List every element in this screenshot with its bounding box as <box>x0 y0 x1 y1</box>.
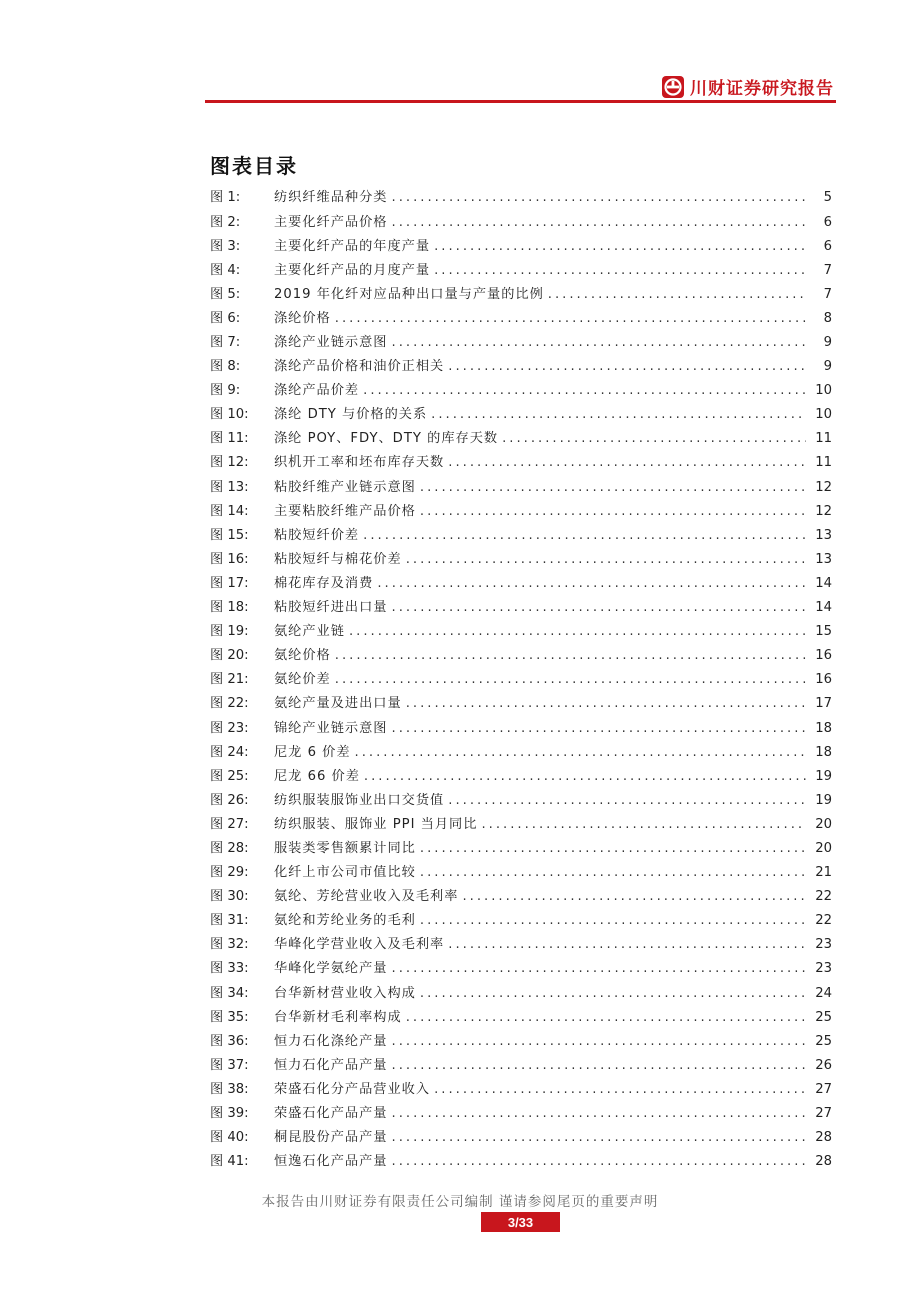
toc-entry[interactable] <box>210 1126 832 1150</box>
toc-entry-page: 23 <box>815 961 832 977</box>
toc-entry[interactable] <box>210 1029 832 1053</box>
toc-entry-label: 图 24: <box>210 744 249 760</box>
toc-dot-leader <box>335 649 806 662</box>
toc-entry-label: 图 28: <box>210 840 249 856</box>
toc-entry-title[interactable]: 纺织服装服饰业出口交货值 <box>274 792 445 808</box>
toc-entry[interactable] <box>210 186 832 210</box>
toc-entry[interactable] <box>210 668 832 692</box>
toc-entry-title[interactable]: 化纤上市公司市值比较 <box>274 865 416 881</box>
toc-entry-title[interactable]: 恒逸石化产品产量 <box>274 1154 388 1170</box>
toc-entry[interactable] <box>210 282 832 306</box>
toc-dot-leader <box>364 770 806 783</box>
toc-dot-leader <box>448 938 806 951</box>
toc-entry-title[interactable]: 涤纶产品价格和油价正相关 <box>274 359 445 375</box>
toc-entry-label: 图 36: <box>210 1033 249 1049</box>
toc-dot-leader <box>420 914 806 927</box>
toc-entry-label: 图 30: <box>210 889 249 905</box>
toc-entry-page: 5 <box>823 190 832 206</box>
toc-entry[interactable] <box>210 547 832 571</box>
toc-entry-title[interactable]: 华峰化学氨纶产量 <box>274 961 388 977</box>
toc-dot-leader <box>448 456 806 469</box>
toc-dot-leader <box>420 866 806 879</box>
toc-entry[interactable] <box>210 909 832 933</box>
toc-dot-leader <box>392 1131 807 1144</box>
toc-entry[interactable] <box>210 451 832 475</box>
toc-entry-label: 图 29: <box>210 865 249 881</box>
toc-entry[interactable] <box>210 957 832 981</box>
chuancai-logo-icon <box>662 76 684 98</box>
toc-dot-leader <box>406 697 806 710</box>
toc-dot-leader <box>335 673 806 686</box>
toc-entry[interactable] <box>210 499 832 523</box>
toc-entry-label: 图 23: <box>210 720 249 736</box>
toc-dot-leader <box>431 408 806 421</box>
toc-entry-page: 27 <box>815 1081 832 1097</box>
toc-entry-page: 9 <box>823 359 832 375</box>
toc-dot-leader <box>392 1059 807 1072</box>
header-rule <box>205 100 836 103</box>
toc-entry-title[interactable]: 涤纶 POY、FDY、DTY 的库存天数 <box>274 431 499 447</box>
toc-entry-page: 12 <box>815 479 832 495</box>
toc-entry-label: 图 33: <box>210 961 249 977</box>
toc-entry[interactable] <box>210 1005 832 1029</box>
toc-entry-label: 图 27: <box>210 816 249 832</box>
toc-entry-title[interactable]: 华峰化学营业收入及毛利率 <box>274 937 445 953</box>
toc-entry-title[interactable]: 粘胶短纤价差 <box>274 527 360 543</box>
toc-dot-leader <box>377 577 806 590</box>
toc-entry-title[interactable]: 服装类零售额累计同比 <box>274 840 416 856</box>
toc-entry-title[interactable]: 粘胶纤维产业链示意图 <box>274 479 416 495</box>
toc-entry-page: 6 <box>823 214 832 230</box>
toc-entry[interactable] <box>210 331 832 355</box>
toc-dot-leader <box>420 987 806 1000</box>
toc-entry-title[interactable]: 织机开工率和坯布库存天数 <box>274 455 445 471</box>
toc-dot-leader <box>392 336 807 349</box>
toc-entry-title[interactable]: 主要粘胶纤维产品价格 <box>274 503 416 519</box>
toc-dot-leader <box>434 264 806 277</box>
toc-entry[interactable] <box>210 355 832 379</box>
toc-entry-page: 24 <box>815 985 832 1001</box>
toc-entry-title[interactable]: 氨纶、芳纶营业收入及毛利率 <box>274 889 459 905</box>
toc-entry-page: 23 <box>815 937 832 953</box>
toc-dot-leader <box>448 794 806 807</box>
toc-entry-title[interactable]: 台华新材毛利率构成 <box>274 1009 402 1025</box>
toc-entry-page: 18 <box>815 744 832 760</box>
toc-entry-page: 12 <box>815 503 832 519</box>
toc-entry-title[interactable]: 涤纶 DTY 与价格的关系 <box>274 407 428 423</box>
toc-entry[interactable] <box>210 427 832 451</box>
toc-entry-page: 19 <box>815 792 832 808</box>
toc-entry-title[interactable]: 涤纶产品价差 <box>274 383 360 399</box>
toc-entry-page: 22 <box>815 913 832 929</box>
toc-entry-page: 13 <box>815 527 832 543</box>
toc-entry-title[interactable]: 涤纶价格 <box>274 310 331 326</box>
toc-entry-title[interactable]: 恒力石化产品产量 <box>274 1057 388 1073</box>
toc-entry-page: 13 <box>815 551 832 567</box>
toc-entry[interactable] <box>210 1150 832 1174</box>
toc-entry-title[interactable]: 粘胶短纤与棉花价差 <box>274 551 402 567</box>
toc-entry[interactable] <box>210 764 832 788</box>
toc-entry[interactable] <box>210 788 832 812</box>
toc-entry-title[interactable]: 尼龙 6 价差 <box>274 744 351 760</box>
toc-entry[interactable] <box>210 379 832 403</box>
toc-dot-leader <box>392 1107 807 1120</box>
page-number-badge: 3/33 <box>481 1212 560 1232</box>
toc-dot-leader <box>392 962 807 975</box>
toc-dot-leader <box>420 842 806 855</box>
toc-entry-page: 7 <box>823 286 832 302</box>
toc-entry-page: 7 <box>823 262 832 278</box>
toc-entry-label: 图 32: <box>210 937 249 953</box>
toc-entry-label: 图 6: <box>210 310 241 326</box>
toc-entry-label: 图 38: <box>210 1081 249 1097</box>
toc-entry[interactable] <box>210 572 832 596</box>
toc-entry-label: 图 11: <box>210 431 249 447</box>
toc-entry-label: 图 13: <box>210 479 249 495</box>
toc-dot-leader <box>363 529 806 542</box>
toc-entry-title[interactable]: 棉花库存及消费 <box>274 575 374 591</box>
toc-entry-label: 图 4: <box>210 262 241 278</box>
toc-entry[interactable] <box>210 885 832 909</box>
toc-entry-page: 25 <box>815 1009 832 1025</box>
toc-entry-title[interactable]: 2019 年化纤对应品种出口量与产量的比例 <box>274 286 544 302</box>
toc-entry[interactable] <box>210 475 832 499</box>
toc-entry-title[interactable]: 主要化纤产品价格 <box>274 214 388 230</box>
toc-entry-page: 11 <box>815 455 832 471</box>
toc-entry-page: 28 <box>815 1154 832 1170</box>
toc-entry[interactable] <box>210 306 832 330</box>
toc-entry-title[interactable]: 氨纶价格 <box>274 648 331 664</box>
brand-name: 川财证券研究报告 <box>690 79 834 99</box>
toc-entry[interactable] <box>210 644 832 668</box>
toc-entry-page: 15 <box>815 624 832 640</box>
toc-entry-label: 图 26: <box>210 792 249 808</box>
toc-dot-leader <box>434 1083 806 1096</box>
toc-entry-page: 22 <box>815 889 832 905</box>
toc-entry-title[interactable]: 主要化纤产品的月度产量 <box>274 262 431 278</box>
toc-entry-label: 图 25: <box>210 768 249 784</box>
toc-entry-title[interactable]: 氨纶产量及进出口量 <box>274 696 402 712</box>
toc-dot-leader <box>420 505 806 518</box>
toc-entry-label: 图 1: <box>210 190 241 206</box>
toc-entry-title[interactable]: 涤纶产业链示意图 <box>274 335 388 350</box>
toc-dot-leader <box>406 1011 806 1024</box>
toc-entry-label: 图 39: <box>210 1106 249 1121</box>
toc-entry[interactable] <box>210 837 832 861</box>
toc-entry-label: 图 8: <box>210 359 241 375</box>
toc-entry[interactable] <box>210 1053 832 1077</box>
toc-entry[interactable] <box>210 716 832 740</box>
toc-dot-leader <box>448 360 806 373</box>
toc-entry-label: 图 2: <box>210 214 241 230</box>
toc-dot-leader <box>392 601 807 614</box>
toc-entry-label: 图 9: <box>210 383 241 399</box>
toc-entry-label: 图 3: <box>210 238 241 254</box>
toc-entry-page: 17 <box>815 696 832 712</box>
toc-entry-page: 20 <box>815 840 832 856</box>
toc-entry-page: 10 <box>815 383 832 399</box>
toc-entry[interactable] <box>210 692 832 716</box>
toc-entry-page: 26 <box>815 1057 832 1073</box>
toc-dot-leader <box>349 625 806 638</box>
toc-entry-page: 25 <box>815 1033 832 1049</box>
toc-entry[interactable] <box>210 740 832 764</box>
toc-entry[interactable] <box>210 981 832 1005</box>
toc-entry-label: 图 17: <box>210 575 249 591</box>
toc-entry-page: 14 <box>815 575 832 591</box>
toc-entry[interactable] <box>210 1077 832 1101</box>
toc-entry-page: 11 <box>815 431 832 447</box>
toc-dot-leader <box>420 481 806 494</box>
toc-entry-page: 16 <box>815 648 832 664</box>
toc-entry-label: 图 14: <box>210 503 249 519</box>
toc-entry-title[interactable]: 纺织纤维品种分类 <box>274 190 388 206</box>
toc-entry-title[interactable]: 粘胶短纤进出口量 <box>274 600 388 616</box>
toc-entry-label: 图 40: <box>210 1130 249 1146</box>
toc-dot-leader <box>502 432 806 445</box>
toc-dot-leader <box>392 1155 807 1168</box>
toc-dot-leader <box>392 216 807 229</box>
toc-entry[interactable] <box>210 234 832 258</box>
toc-entry-title[interactable]: 荣盛石化产品产量 <box>274 1106 388 1121</box>
toc-entry[interactable] <box>210 620 832 644</box>
toc-dot-leader <box>392 722 807 735</box>
toc-entry-label: 图 35: <box>210 1009 249 1025</box>
toc-entry-title[interactable]: 氨纶价差 <box>274 672 331 688</box>
toc-entry-page: 8 <box>823 310 832 326</box>
toc-entry-page: 20 <box>815 816 832 832</box>
toc-entry[interactable] <box>210 403 832 427</box>
toc-entry-page: 10 <box>815 407 832 423</box>
toc-entry-title[interactable]: 恒力石化涤纶产量 <box>274 1033 388 1049</box>
toc-entry-page: 19 <box>815 768 832 784</box>
toc-entry-label: 图 12: <box>210 455 249 471</box>
footer-disclaimer: 本报告由川财证券有限责任公司编制 谨请参阅尾页的重要声明 <box>261 1194 659 1210</box>
toc-dot-leader <box>434 240 806 253</box>
toc-entry-title[interactable]: 锦纶产业链示意图 <box>274 720 388 736</box>
toc-entry-label: 图 22: <box>210 696 249 712</box>
toc-dot-leader <box>406 553 806 566</box>
toc-entry-page: 21 <box>815 865 832 881</box>
toc-entry[interactable] <box>210 861 832 885</box>
toc-title: 图表目录 <box>210 154 298 178</box>
toc-dot-leader <box>462 890 806 903</box>
toc-entry[interactable] <box>210 1102 832 1126</box>
toc-dot-leader <box>548 288 806 301</box>
toc-entry[interactable] <box>210 933 832 957</box>
toc-entry-label: 图 41: <box>210 1154 249 1170</box>
toc-entry-title[interactable]: 桐昆股份产品产量 <box>274 1130 388 1146</box>
toc-entry-page: 9 <box>823 335 832 350</box>
toc-entry-label: 图 15: <box>210 527 249 543</box>
toc-dot-leader <box>335 312 806 325</box>
toc-entry-label: 图 31: <box>210 913 249 929</box>
toc-entry[interactable] <box>210 523 832 547</box>
toc-entry-label: 图 37: <box>210 1057 249 1073</box>
toc-entry-label: 图 7: <box>210 335 241 350</box>
toc-entry-label: 图 10: <box>210 407 249 423</box>
header-brand <box>662 74 834 99</box>
toc-entry-title[interactable]: 主要化纤产品的年度产量 <box>274 238 431 254</box>
toc-entry-label: 图 34: <box>210 985 249 1001</box>
toc-entry-label: 图 18: <box>210 600 249 616</box>
toc-dot-leader <box>392 191 807 204</box>
toc-dot-leader <box>392 1035 807 1048</box>
toc-entry[interactable] <box>210 812 832 836</box>
toc-entry-label: 图 19: <box>210 624 249 640</box>
toc-entry-title[interactable]: 尼龙 66 价差 <box>274 768 360 784</box>
toc-entry-label: 图 16: <box>210 551 249 567</box>
toc-dot-leader <box>355 746 806 759</box>
toc-dot-leader <box>363 384 806 397</box>
toc-entry-label: 图 21: <box>210 672 249 688</box>
toc-entry[interactable] <box>210 596 832 620</box>
toc-dot-leader <box>481 818 806 831</box>
toc-entry-title[interactable]: 氨纶和芳纶业务的毛利 <box>274 913 416 929</box>
toc-entry-title[interactable]: 纺织服装、服饰业 PPI 当月同比 <box>274 816 478 832</box>
toc-entry[interactable] <box>210 210 832 234</box>
toc-list <box>210 186 832 1174</box>
toc-entry-page: 28 <box>815 1130 832 1146</box>
toc-entry-title[interactable]: 氨纶产业链 <box>274 624 345 640</box>
toc-entry-label: 图 5: <box>210 286 241 302</box>
toc-entry[interactable] <box>210 258 832 282</box>
toc-entry-title[interactable]: 荣盛石化分产品营业收入 <box>274 1081 431 1097</box>
toc-entry-title[interactable]: 台华新材营业收入构成 <box>274 985 416 1001</box>
toc-entry-page: 6 <box>823 238 832 254</box>
toc-entry-page: 16 <box>815 672 832 688</box>
toc-entry-label: 图 20: <box>210 648 249 664</box>
toc-entry-page: 27 <box>815 1106 832 1121</box>
toc-entry-page: 14 <box>815 600 832 616</box>
toc-entry-page: 18 <box>815 720 832 736</box>
